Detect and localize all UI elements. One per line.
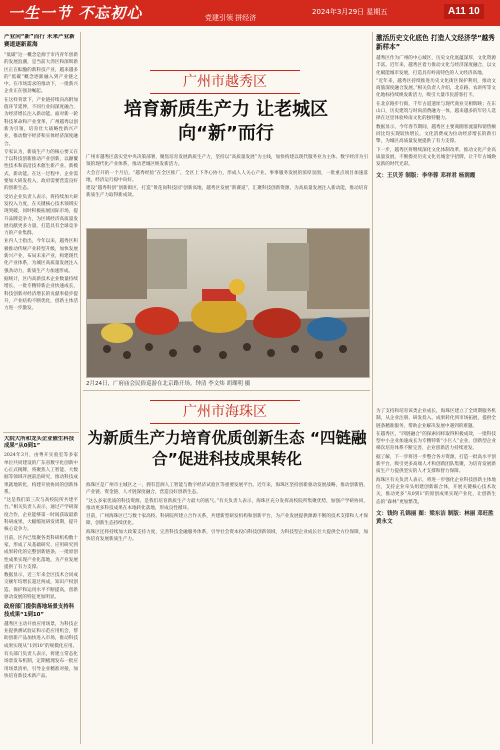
left-bottom-article — [4, 436, 78, 744]
article-paragraph: 越秀区主动开放应用场景，为科技企业提供测试验证和示范应用机会，帮助创新产品加快进入市场，推动科技成果实现从“1到10”的规模化应用。 — [4, 621, 78, 649]
yuexiu-headline-block — [86, 98, 366, 150]
publish-date: 2024年3月29日 星期五 — [312, 8, 388, 16]
left-top-article — [4, 34, 78, 430]
masthead — [0, 0, 500, 26]
left-bottom-headline: 大院大所和龙头企业催生科技成果“从0到1” — [4, 436, 75, 450]
article-paragraph: 越秀区作为广州的中心城区，历史文化底蕴深厚，文化资源丰富。近年来，越秀区着力推动文化与经济深度融合，以文化赋能城市发展，打造具有岭南特色的人文经济高地。 — [376, 56, 496, 76]
article-paragraph: 大会召开的一个月后，“越秀经验”在全区推广，全区上下齐心协力，形成人人关心产业、事事服务发展的浓厚氛围，一批重点项目加速落地，经济运行稳中向好。 — [86, 170, 368, 183]
article-paragraph: 在这样背景下，产业链持续向高附加值环节延伸，不同行业间深度融合，为经济增长注入新动能。面对新一轮科技革命和产业变革，广州越秀以创新为引领，培育壮大战略性新兴产业，推动数字经济和实体经济深度融合。 — [4, 97, 78, 147]
article-paragraph: 数据显示，近三年来全区技术合同成交额年均增长超过两成，知识产权创造、保护和运用水平不断提高，创新驱动发展的特征更加明显。 — [4, 573, 78, 601]
article-paragraph: 数据显示，今年春节期间，越秀区主要商圈客流量和销售额同比均实现较快增长，文化消费成为拉动经济增长的新引擎，为城区高质量发展提供了有力支撑。 — [376, 124, 496, 145]
article-paragraph: 据统计，区内高新技术企业数量持续增长，一批专精特新企业快速成长，科技创新对经济增长的贡献率稳步提升，产业结构不断优化，创新主体活力进一步激发。 — [4, 276, 78, 312]
article-paragraph: 海珠区是广州市主城区之一，拥有琶洲人工智能与数字经济试验区等重要发展平台。近年来，海珠区坚持创新驱动发展战略，推动创新链、产业链、资金链、人才链深度融合，营造良好创新生态。 — [86, 483, 368, 496]
haizhu-kicker-box — [150, 400, 300, 424]
article-paragraph: 业内人士指出，今年以来，越秀区积极推动传统产业转型升级，加快发展新兴产业，布局未来产业，构建现代化产业体系，为城区高质量发展注入强劲动力，新质生产力加速形成。 — [4, 239, 78, 274]
article-paragraph: 据了解，下一步将进一步整合各方资源，打造一批高水平创新平台，吸引更多高端人才和创新团队集聚，为培育发展新质生产力提供坚实的人才支撑和智力保障。 — [376, 454, 496, 475]
yuexiu-kicker: 广州市越秀区 — [183, 74, 267, 90]
left-bottom2-headline: 政府部门提供落地场景支持科技成果“1到10” — [4, 604, 75, 618]
article-paragraph: 在北京路步行街，千年古道遗址与现代商业交相辉映；在东山口，历史建筑与时尚消费融为一体，越来越多的年轻人选择在这里体验岭南文化的独特魅力。 — [376, 101, 496, 122]
masthead-logo: 一生一节 不忘初心 — [8, 4, 143, 22]
right-bottom-article — [376, 408, 496, 744]
yuexiu-headline: 培育新质生产力 让老城区向“新”而行 — [123, 99, 329, 144]
article-paragraph: 广州市越秀区落实党中央决策部署，聚焦培育发展新质生产力，坚持以“高质量发展”为主线，加快构建以现代服务业为主体、数字经济为引领的现代化产业体系，推动老城区焕发新活力。 — [86, 155, 368, 168]
column-divider — [372, 32, 373, 744]
right-headline: 激活历史文化底色 打造人文经济学“越秀新样本” — [376, 34, 495, 51]
section-divider — [3, 432, 79, 433]
right-article — [376, 34, 496, 404]
haizhu-headline-block — [84, 428, 370, 478]
yuexiu-kicker-box — [150, 70, 300, 94]
article-paragraph: 为了支持和培育该类企业成长，海珠区建立了全周期服务机制，从企业注册、研发投入、成果转化到市场拓展，提供全链条精准服务，帮助企业解决发展中遇到的难题。 — [376, 409, 496, 429]
article-paragraph: 受访企业负责人表示，将持续加大研发投入力度，在关键核心技术领域实现突破，同时积极拓展国际市场，提升品牌竞争力，为区域经济高质量发展贡献更多力量，打造具有全球竞争力的产业集群。 — [4, 194, 78, 237]
article-paragraph: 建设“越秀科创”创新街区，打造“黄花岗科技园”创新高地，越秀区发展“新赛道”，汇聚科技创新资源，为高质量发展注入新动能，推动培育新质生产力取得新成效。 — [86, 186, 368, 199]
article-paragraph: 下一步，越秀区将继续深化文化体制改革，推动文化产业高质量发展，不断擦亮历史文化名城金字招牌，让千年古城焕发新的时代光彩。 — [376, 147, 496, 168]
haizhu-kicker: 广州市海珠区 — [183, 404, 267, 420]
left-top-headline: 产业向“新”而行 未来产业新赛道逐新蓝海 — [4, 34, 75, 48]
article-paragraph: 专家认为，新质生产力的核心要义在于以科技创新推动产业创新，以颠覆性技术和前沿技术催生新产业、新模式、新动能。在这一过程中，企业需要加大研发投入，政府需要营造良好的创新生态。 — [4, 149, 78, 192]
article-paragraph: “这么多家优质的科技资源，是我们培育新质生产力最大的底气。”有关负责人表示，海珠区充分发挥高校院所集聚优势，加强产学研协同，推动更多科技成果在本地转化落地，形成良性循环。 — [86, 498, 368, 511]
section-title: 党建引领 拼经济 — [205, 14, 257, 22]
column-divider — [80, 32, 81, 744]
article-paragraph: 海珠区有关负责人表示，将进一步强化企业科技创新主体地位，支持企业牵头组建创新联合体，开展关键核心技术攻关，推动更多“从0到1”的原创成果实现产业化，让创新生态的“森林”更加繁茂。 — [376, 477, 496, 505]
haizhu-body — [86, 482, 368, 744]
haizhu-headline: 为新质生产力培育优质创新生态 “四链融合”促进科技成果转化 — [87, 429, 367, 468]
article-paragraph: “近年来，越秀区持续推进历史文化街区保护利用，推动文商旅深度融合发展。”相关负责人介绍，北京路、农讲所等文化地标持续焕发新活力，吸引大量市民游客打卡。 — [376, 78, 496, 99]
article-paragraph: 目前，区内已集聚各类科研机构数十家，形成了从基础研究、应用研究到成果转化的完整创新链条，一批原创性成果实现产业化落地，为产业发展提供了有力支撑。 — [4, 535, 78, 570]
yuexiu-body — [86, 154, 368, 224]
article-paragraph: 2024年3月，由粤开实验室等多家单位共同建设的广东省数字化创新中心正式揭牌，将聚焦人工智能、大数据等领域开展前沿研究，推动科技成果就地转化，构建开放协同的创新体系。 — [4, 453, 78, 495]
article-paragraph: “低碳”这一概念是源于市内青年创新的发展浪潮，是当前大湾区和深圳新区正在酝酿的新科技产业，越来越多的“低碳”概念逐渐融入到产业链之中。在市场需求的推动下，一批新兴企业正在强劲崛起。 — [4, 53, 78, 95]
article-paragraph: “这是我们第三次与高校院所共建平台。”相关负责人表示，通过产学研深度合作，企业能够第一时间获取最新科研成果，大幅缩短研发周期，提升核心竞争力。 — [4, 498, 78, 533]
article-paragraph: 目前，广州海珠区已与数十家高校、科研院所建立合作关系，共建新型研发机构和创新平台，为产业发展提供源源不断的技术支撑和人才保障，创新生态持续优化。 — [86, 514, 368, 527]
parade-photo-image — [87, 229, 369, 377]
article-paragraph: 有关部门负责人表示，将建立常态化场景发布机制，定期梳理发布一批应用场景清单，引导企业精准对接，加快培育新技术新产品。 — [4, 651, 78, 679]
photo-caption: 2月24日，广府庙会民俗巡游在北京路开场。钟清 李文炜 胡瑚明 摄 — [86, 381, 251, 387]
section-divider — [83, 390, 370, 391]
right-credit: 文：王贝芳 制版：李华蓉 邓祥君 杨润霞 — [376, 173, 476, 180]
right-bottom-credit: 文：钱钧 孔锦丽 图：梁东洁 制版：林丽 邓旺胜 黄永文 — [376, 510, 494, 525]
article-paragraph: 海珠区还将持续加大政策支持力度，完善科技金融服务体系，引导社会资本投向科技创新领域，为科技型企业成长壮大提供全方位保障，加快培育发展新质生产力。 — [86, 529, 368, 543]
article-paragraph: 在越秀区，“四链融合”的探索同样取得积极成效，一批科技型中小企业加速成长为专精特新“小巨人”企业，创新型企业梯次培育体系不断完善，企业创新活力持续迸发。 — [376, 431, 496, 452]
parade-photo — [86, 228, 370, 378]
page-number: A11 10 — [444, 4, 484, 19]
